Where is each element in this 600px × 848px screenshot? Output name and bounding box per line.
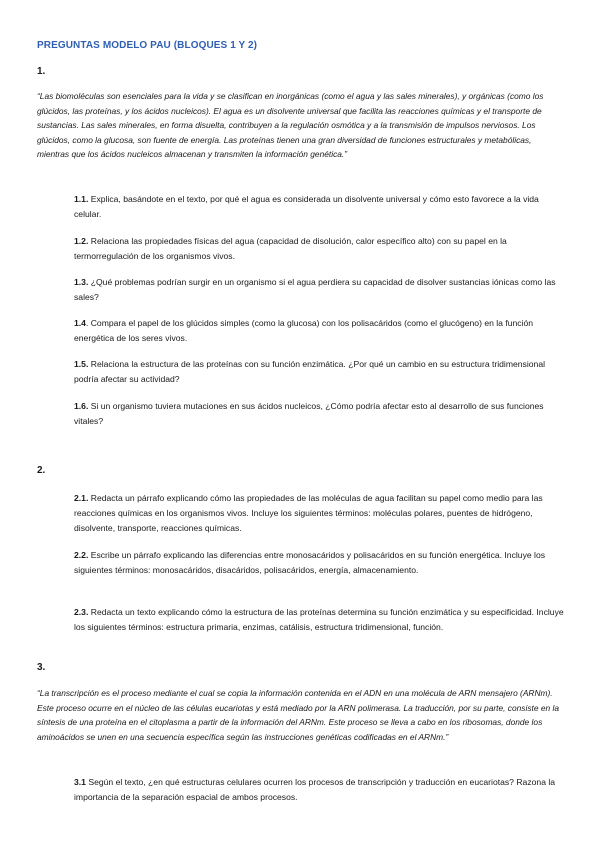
section-3-number: 3. [37,662,46,673]
question-2-1 [74,491,564,537]
question-number: 1.6. [74,401,89,411]
question-text: Si un organismo tuviera mutaciones en sus ácidos nucleicos, ¿Cómo podría afectar esto al desarrollo de sus funciones vitales? [74,401,544,427]
question-text: Relaciona la estructura de las proteínas con su función enzimática. ¿Por qué un cambio en su estructura tridimensional podría afectar su actividad? [74,359,546,385]
question-text: Redacta un texto explicando cómo la estructura de las proteínas determina su función enzimática y su especificidad. Incluye los siguientes términos: estructura primaria, enzimas, catálisis, estructura tridimensional, función. [74,607,564,633]
question-1-5 [74,357,564,387]
page-title: PREGUNTAS MODELO PAU (BLOQUES 1 Y 2) [37,40,258,51]
question-2-3 [74,605,564,635]
question-number: 1.1. [74,194,89,204]
section-3-quote: “La transcripción es el proceso mediante el cual se copia la información contenida en el ADN en una molécula de ARN mensajero (ARNm). Este proceso ocurre en el núcleo de las células eucariotas y está mediado por la ARN polimerasa. La traducción, por su parte, consiste en la síntesis de una proteína en el citoplasma a partir de la información del ARNm. Este proceso se lleva a cabo en los ribosomas, donde los aminoácidos se unen en una secuencia específica según las instrucciones genéticas codificadas en el ARNm.” [37,688,560,742]
question-text: Relaciona las propiedades físicas del agua (capacidad de disolución, calor específico alto) con su papel en la termorregulación de los organismos vivos. [74,236,507,262]
question-number: 1.3. [74,277,89,287]
question-number: 1.2. [74,236,89,246]
question-number: 2.2. [74,550,89,560]
question-number: 3.1 [74,777,86,787]
question-1-4 [74,316,564,346]
question-number: 2.1. [74,493,89,503]
question-text: Explica, basándote en el texto, por qué el agua es considerada un disolvente universal y cómo esto favorece a la vida celular. [74,194,539,220]
question-number: 1.5. [74,359,89,369]
question-text: Según el texto, ¿en qué estructuras celulares ocurren los procesos de transcripción y traducción en eucariotas? Razona la importancia de la separación espacial de ambos procesos. [74,777,556,803]
section-1-quote: “Las biomoléculas son esenciales para la vida y se clasifican en inorgánicas (como el agua y las sales minerales), y orgánicas (como los glúcidos, las proteínas, y los ácidos nucleicos). El agua es un disolvente universal que facilita las reacciones químicas y el transporte de sustancias. Las sales minerales, en forma disuelta, contribuyen a la regulación osmótica y a la transmisión de impulsos nerviosos. Los glúcidos, como la glucosa, son fuente de energía. Las proteínas tienen una gran diversidad de funciones estructurales y metabólicas, mientras que los ácidos nucleicos almacenan y transmiten la información genética.” [37,91,544,160]
question-1-6 [74,399,564,429]
question-1-3 [74,275,564,305]
question-number: 2.3. [74,607,89,617]
question-1-1 [74,192,564,222]
question-3-1 [74,775,564,805]
question-number: 1.4 [74,318,86,328]
section-1-number: 1. [37,66,46,77]
section-2-number: 2. [37,465,46,476]
question-text: Escribe un párrafo explicando las diferencias entre monosacáridos y polisacáridos en su función energética. Incluye los siguientes términos: monosacáridos, disacáridos, polisacáridos, energía, almacenamiento. [74,550,546,576]
question-text: ¿Qué problemas podrían surgir en un organismo si el agua perdiera su capacidad de disolver sustancias iónicas como las sales? [74,277,556,303]
question-1-2 [74,234,564,264]
question-text: Redacta un párrafo explicando cómo las propiedades de las moléculas de agua facilitan su papel como medio para las reacciones químicas en los organismos vivos. Incluye los siguientes términos: moléculas polares, puentes de hidrógeno, disolvente, transporte, reacciones químicas. [74,493,543,534]
question-2-2 [74,548,564,578]
question-text: . Compara el papel de los glúcidos simples (como la glucosa) con los polisacáridos (como el glucógeno) en la función energética de los seres vivos. [74,318,534,344]
